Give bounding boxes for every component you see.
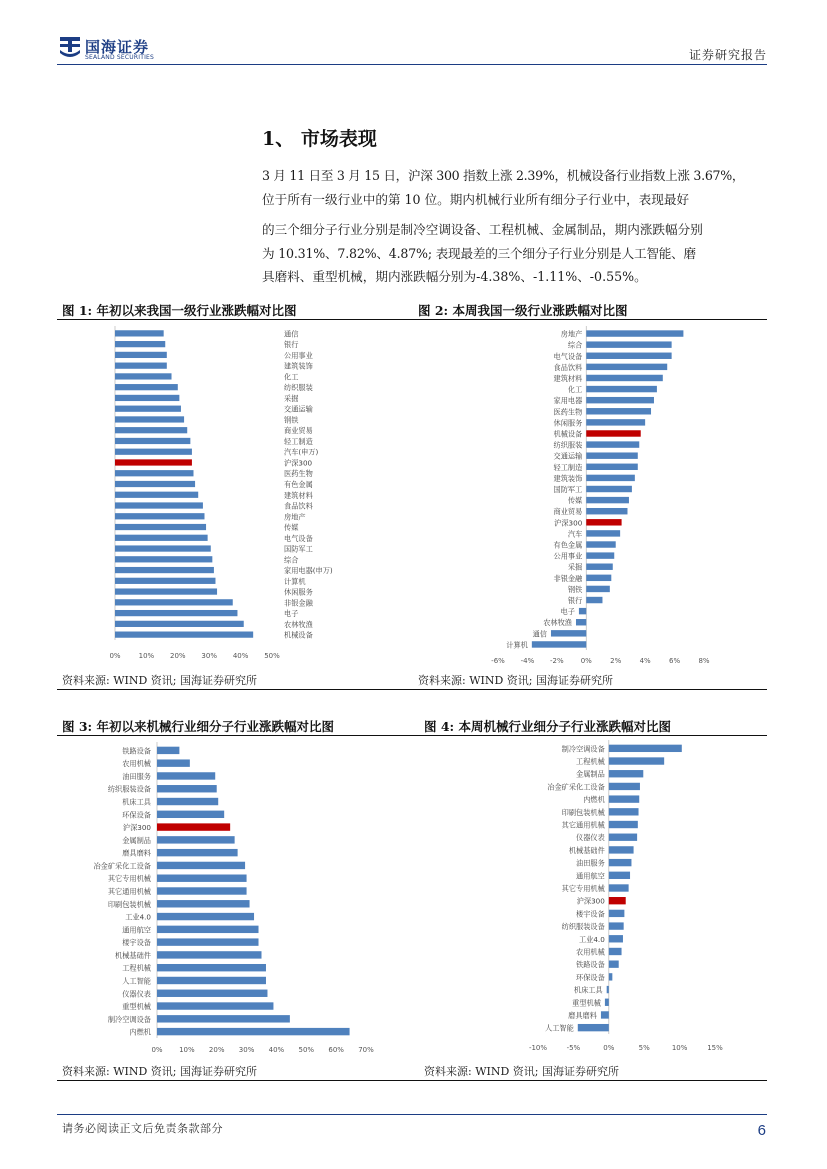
category-label: 电子	[560, 607, 575, 617]
category-label: 纺织服装设备	[107, 784, 151, 794]
bar-交通运输	[586, 452, 638, 458]
category-label: 磨具磨料	[122, 848, 151, 858]
category-label: 工业4.0	[125, 912, 151, 922]
category-label: 建筑材料	[553, 373, 583, 383]
bar-公用事业	[115, 352, 167, 358]
bar-冶金矿采化工设备	[609, 783, 640, 790]
tick-label: 40%	[232, 652, 249, 660]
bar-计算机	[532, 641, 586, 647]
category-label: 有色金属	[284, 480, 313, 489]
category-label: 轻工制造	[553, 462, 583, 472]
tick-label: 20%	[170, 652, 186, 660]
category-label: 采掘	[567, 562, 583, 572]
bar-环保设备	[157, 811, 224, 818]
bar-建筑材料	[115, 492, 198, 498]
bar-工程机械	[157, 964, 266, 971]
category-label: 综合	[567, 340, 583, 350]
bar-沪深300	[157, 823, 230, 830]
bar-银行	[586, 597, 602, 603]
bar-商业贸易	[586, 508, 627, 514]
bar-铁路设备	[609, 960, 619, 967]
category-label: 休闲服务	[553, 418, 583, 428]
bar-机械基础件	[157, 951, 262, 958]
figure-row-2-bottom-rule	[57, 1080, 767, 1081]
bar-国防军工	[586, 486, 632, 492]
bar-农用机械	[157, 759, 190, 766]
category-label: 交通运输	[284, 404, 313, 414]
bar-纺织服装	[586, 441, 639, 447]
tick-label: 40%	[268, 1046, 285, 1054]
bar-银行	[115, 341, 165, 347]
category-label: 重型机械	[122, 1002, 151, 1012]
category-label: 化工	[567, 385, 583, 395]
bar-楼宇设备	[609, 910, 625, 917]
category-label: 铁路设备	[576, 960, 605, 970]
bar-电气设备	[586, 353, 671, 359]
tick-label: -2%	[550, 657, 564, 665]
category-label: 沪深300	[122, 823, 151, 833]
paragraph-2	[262, 218, 772, 289]
bar-金属制品	[157, 836, 235, 843]
tick-label: 0%	[580, 657, 592, 665]
tick-label: 4%	[639, 657, 651, 665]
bar-其它通用机械	[609, 821, 638, 828]
bar-休闲服务	[115, 588, 217, 594]
bar-人工智能	[578, 1024, 609, 1031]
bar-有色金属	[115, 481, 195, 487]
category-label: 综合	[284, 555, 299, 565]
bar-医药生物	[586, 408, 651, 414]
category-label: 房地产	[284, 512, 306, 522]
category-label: 油田服务	[122, 771, 151, 781]
bar-其它专用机械	[157, 875, 247, 882]
tick-label: 0%	[109, 652, 121, 660]
category-label: 楼宇设备	[122, 938, 151, 948]
chart-1	[60, 322, 410, 667]
category-label: 电子	[284, 609, 299, 619]
chart-2	[418, 322, 763, 667]
figure-row-1-bottom-rule	[57, 689, 767, 690]
category-label: 内燃机	[583, 795, 605, 805]
logo-name-en: SEALAND SECURITIES	[85, 54, 155, 61]
category-label: 通用航空	[122, 925, 151, 935]
paragraph-1	[262, 164, 772, 211]
category-label: 计算机	[506, 640, 528, 650]
bar-工业4.0	[157, 913, 254, 920]
bar-内燃机	[609, 795, 639, 802]
figure-3-title: 图 3: 年初以来机械行业细分子行业涨跌幅对比图	[62, 719, 335, 734]
category-label: 其它专用机械	[107, 874, 151, 884]
report-type: 证券研究报告	[688, 48, 767, 62]
bar-钢铁	[115, 416, 184, 422]
bar-综合	[115, 556, 212, 562]
header-rule	[57, 64, 767, 65]
bar-机械设备	[586, 430, 640, 436]
bar-有色金属	[586, 541, 615, 547]
category-label: 仪器仪表	[576, 833, 605, 843]
category-label: 纺织服装	[284, 383, 313, 393]
chart-4	[420, 738, 765, 1058]
category-label: 内燃机	[129, 1027, 151, 1037]
category-label: 制冷空调设备	[107, 1014, 151, 1024]
category-label: 重型机械	[572, 998, 601, 1008]
bar-化工	[586, 386, 657, 392]
category-label: 建筑装饰	[284, 361, 313, 371]
category-label: 建筑材料	[284, 490, 313, 500]
tick-label: 2%	[610, 657, 622, 665]
bar-金属制品	[609, 770, 643, 777]
disclaimer-note: 请务必阅读正文后免责条款部分	[62, 1122, 223, 1135]
bar-纺织服装设备	[157, 785, 217, 792]
bar-纺织服装设备	[609, 922, 624, 929]
tick-label: 8%	[698, 657, 710, 665]
category-label: 家用电器	[553, 396, 583, 406]
category-label: 制冷空调设备	[561, 744, 605, 754]
bar-电子	[115, 610, 237, 616]
paragraph-2-line-3: 具磨料、重型机械，期内涨跌幅分别为-4.38%、-1.11%、-0.55%。	[262, 269, 647, 284]
tick-label: 60%	[328, 1046, 344, 1054]
category-label: 建筑装饰	[553, 473, 583, 483]
bar-家用电器	[586, 397, 654, 403]
category-label: 工程机械	[576, 757, 605, 767]
category-label: 计算机	[284, 576, 306, 586]
category-label: 银行	[567, 596, 583, 606]
figure-2-title: 图 2: 本周我国一级行业涨跌幅对比图	[418, 303, 628, 318]
category-label: 有色金属	[553, 540, 583, 550]
category-label: 沪深300	[576, 896, 605, 906]
category-label: 房地产	[560, 329, 583, 339]
category-label: 传媒	[567, 496, 583, 506]
section-title: 1、 市场表现	[262, 128, 377, 150]
figure-1-source: 资料来源: WIND 资讯; 国海证券研究所	[62, 674, 257, 687]
bar-农林牧渔	[576, 619, 586, 625]
tick-label: -4%	[520, 657, 535, 665]
bar-轻工制造	[586, 464, 638, 470]
bar-仪器仪表	[157, 990, 267, 997]
bar-铁路设备	[157, 747, 179, 754]
bar-房地产	[586, 330, 683, 336]
bar-机械设备	[115, 632, 253, 638]
figure-3-source: 资料来源: WIND 资讯; 国海证券研究所	[62, 1065, 257, 1078]
bar-制冷空调设备	[157, 1015, 290, 1022]
tick-label: 70%	[358, 1046, 374, 1054]
category-label: 采掘	[284, 393, 299, 403]
tick-label: 20%	[208, 1046, 225, 1054]
bar-其它专用机械	[609, 884, 629, 891]
category-label: 楼宇设备	[576, 909, 605, 919]
category-label: 其它通用机械	[107, 887, 151, 896]
paragraph-2-line-1: 的三个细分子行业分别是制冷空调设备、工程机械、金属制品，期内涨跌幅分别	[262, 222, 703, 237]
category-label: 机械基础件	[568, 845, 605, 855]
tick-label: -5%	[566, 1044, 581, 1052]
bar-国防军工	[115, 545, 211, 551]
logo-mark-icon	[59, 36, 81, 60]
bar-汽车	[586, 530, 620, 536]
bar-非银金融	[115, 599, 233, 605]
category-label: 钢铁	[567, 584, 583, 594]
bar-建筑装饰	[115, 363, 167, 369]
category-label: 商业贸易	[284, 426, 313, 436]
bar-机床工具	[607, 986, 609, 993]
category-label: 冶金矿采化工设备	[547, 782, 605, 792]
paragraph-2-line-2: 为 10.31%、7.82%、4.87%; 表现最差的三个细分子行业分别是人工智能、磨	[262, 245, 696, 261]
category-label: 环保设备	[122, 810, 151, 820]
category-label: 公用事业	[553, 551, 583, 561]
tick-label: 30%	[238, 1046, 255, 1054]
bar-农林牧渔	[115, 621, 244, 627]
bar-休闲服务	[586, 419, 645, 425]
category-label: 工业4.0	[578, 934, 605, 944]
tick-label: -10%	[528, 1044, 548, 1052]
bar-重型机械	[605, 999, 609, 1006]
category-label: 传媒	[284, 523, 299, 533]
category-label: 工程机械	[122, 963, 151, 973]
bar-制冷空调设备	[609, 745, 682, 752]
bar-磨具磨料	[157, 849, 238, 856]
category-label: 环保设备	[576, 972, 605, 982]
bar-食品饮料	[115, 502, 203, 508]
bar-交通运输	[115, 406, 181, 412]
paragraph-1-line-2: 位于所有一级行业中的第 10 位。期内机械行业所有细分子行业中，表现最好	[262, 191, 690, 207]
bar-其它通用机械	[157, 887, 247, 894]
category-label: 纺织服装设备	[561, 922, 605, 932]
bar-印刷包装机械	[157, 900, 250, 907]
category-label: 休闲服务	[284, 587, 313, 597]
bar-通信	[115, 330, 164, 336]
bar-采掘	[115, 395, 179, 401]
category-label: 仪器仪表	[122, 989, 151, 999]
bar-钢铁	[586, 586, 610, 592]
bar-房地产	[115, 513, 204, 519]
bar-农用机械	[609, 948, 622, 955]
tick-label: 30%	[201, 652, 217, 660]
bar-传媒	[586, 497, 629, 503]
category-label: 医药生物	[553, 407, 583, 417]
tick-label: 10%	[671, 1044, 688, 1052]
bar-建筑材料	[586, 375, 663, 381]
category-label: 金属制品	[576, 769, 605, 779]
bar-磨具磨料	[601, 1011, 609, 1018]
bar-工程机械	[609, 757, 664, 764]
category-label: 磨具磨料	[568, 1010, 597, 1020]
figure-row-1-top-rule	[57, 319, 767, 320]
figure-4-title: 图 4: 本周机械行业细分子行业涨跌幅对比图	[424, 719, 672, 734]
bar-油田服务	[157, 772, 215, 779]
bar-冶金矿采化工设备	[157, 862, 245, 869]
category-label: 农用机械	[576, 947, 605, 957]
tick-label: 10%	[138, 652, 155, 660]
category-label: 沪深300	[284, 458, 313, 468]
category-label: 铁路设备	[122, 746, 151, 756]
category-label: 农用机械	[122, 759, 151, 769]
bar-油田服务	[609, 859, 632, 866]
category-label: 家用电器(申万)	[284, 566, 333, 576]
category-label: 机械设备	[553, 429, 583, 439]
category-label: 非银金融	[553, 573, 583, 583]
tick-label: 50%	[264, 652, 280, 660]
paragraph-1-line-1: 3 月 11 日至 3 月 15 日，沪深 300 指数上涨 2.39%，机械设备行业指数上涨 3.67%，	[262, 168, 745, 183]
tick-label: 15%	[707, 1044, 723, 1052]
category-label: 通信	[532, 629, 547, 639]
category-label: 交通运输	[553, 451, 583, 461]
category-label: 农林牧渔	[543, 618, 572, 628]
tick-label: 10%	[179, 1046, 195, 1054]
logo-name-cn: 国海证券	[85, 38, 150, 56]
category-label: 化工	[284, 372, 299, 382]
bar-机床工具	[157, 798, 218, 805]
bar-食品饮料	[586, 364, 667, 370]
bar-纺织服装	[115, 384, 178, 390]
category-label: 人工智能	[122, 976, 151, 986]
chart-3	[60, 738, 410, 1058]
bar-沪深300	[115, 459, 192, 465]
bar-环保设备	[609, 973, 613, 980]
category-label: 农林牧渔	[284, 619, 313, 629]
category-label: 人工智能	[545, 1023, 574, 1033]
category-label: 银行	[284, 340, 299, 350]
category-label: 电气设备	[284, 533, 313, 543]
bar-工业4.0	[609, 935, 623, 942]
category-label: 商业贸易	[553, 507, 583, 517]
category-label: 通信	[284, 329, 299, 339]
category-label: 其它专用机械	[561, 884, 605, 893]
category-label: 非银金融	[284, 598, 313, 608]
category-label: 国防军工	[553, 485, 583, 494]
bar-仪器仪表	[609, 834, 637, 841]
category-label: 通用航空	[576, 871, 605, 881]
bar-沪深300	[609, 897, 626, 904]
bar-轻工制造	[115, 438, 190, 444]
category-label: 机械基础件	[115, 950, 151, 960]
category-label: 其它通用机械	[561, 820, 605, 830]
bar-楼宇设备	[157, 938, 259, 945]
bar-通信	[551, 630, 586, 636]
category-label: 印刷包装机械	[107, 899, 151, 909]
bar-化工	[115, 373, 172, 379]
category-label: 沪深300	[554, 518, 583, 528]
tick-label: 50%	[298, 1046, 315, 1054]
bar-传媒	[115, 524, 206, 530]
figure-2-source: 资料来源: WIND 资讯; 国海证券研究所	[418, 674, 613, 687]
bar-医药生物	[115, 470, 194, 476]
tick-label: 0%	[151, 1046, 163, 1054]
bar-建筑装饰	[586, 475, 635, 481]
bar-通用航空	[157, 926, 259, 933]
bar-公用事业	[586, 552, 614, 558]
category-label: 机械设备	[284, 630, 313, 640]
footer-rule	[57, 1114, 767, 1115]
category-label: 国防军工	[284, 544, 313, 554]
category-label: 食品饮料	[284, 501, 313, 511]
category-label: 机床工具	[122, 797, 151, 807]
bar-计算机	[115, 578, 215, 584]
bar-电子	[579, 608, 586, 614]
category-label: 电气设备	[553, 351, 583, 361]
category-label: 医药生物	[284, 469, 313, 479]
category-label: 食品饮料	[553, 362, 583, 372]
bar-沪深300	[586, 519, 621, 525]
bar-家用电器(申万)	[115, 567, 214, 573]
bar-电气设备	[115, 535, 208, 541]
bar-商业贸易	[115, 427, 187, 433]
category-label: 公用事业	[284, 350, 313, 360]
category-label: 印刷包装机械	[561, 807, 605, 817]
bar-汽车(申万)	[115, 449, 192, 455]
tick-label: 5%	[638, 1044, 650, 1052]
category-label: 纺织服装	[553, 440, 583, 450]
category-label: 冶金矿采化工设备	[93, 861, 151, 871]
figure-1-title: 图 1: 年初以来我国一级行业涨跌幅对比图	[62, 303, 297, 318]
tick-label: 6%	[669, 657, 681, 665]
category-label: 汽车(申万)	[284, 447, 319, 457]
bar-重型机械	[157, 1002, 273, 1009]
category-label: 汽车	[567, 529, 583, 539]
bar-非银金融	[586, 575, 611, 581]
bar-内燃机	[157, 1028, 350, 1035]
bar-印刷包装机械	[609, 808, 639, 815]
figure-4-source: 资料来源: WIND 资讯; 国海证券研究所	[424, 1065, 619, 1078]
tick-label: 0%	[603, 1044, 615, 1052]
bar-机械基础件	[609, 846, 634, 853]
category-label: 金属制品	[122, 835, 151, 845]
tick-label: -6%	[491, 657, 505, 665]
category-label: 机床工具	[573, 985, 603, 995]
page-number: 6	[757, 1122, 766, 1139]
category-label: 钢铁	[284, 415, 299, 425]
bar-人工智能	[157, 977, 266, 984]
category-label: 油田服务	[576, 858, 605, 868]
figure-row-2-top-rule	[57, 735, 767, 736]
category-label: 轻工制造	[284, 436, 313, 446]
bar-通用航空	[609, 872, 630, 879]
bar-综合	[586, 341, 671, 347]
bar-采掘	[586, 564, 612, 570]
